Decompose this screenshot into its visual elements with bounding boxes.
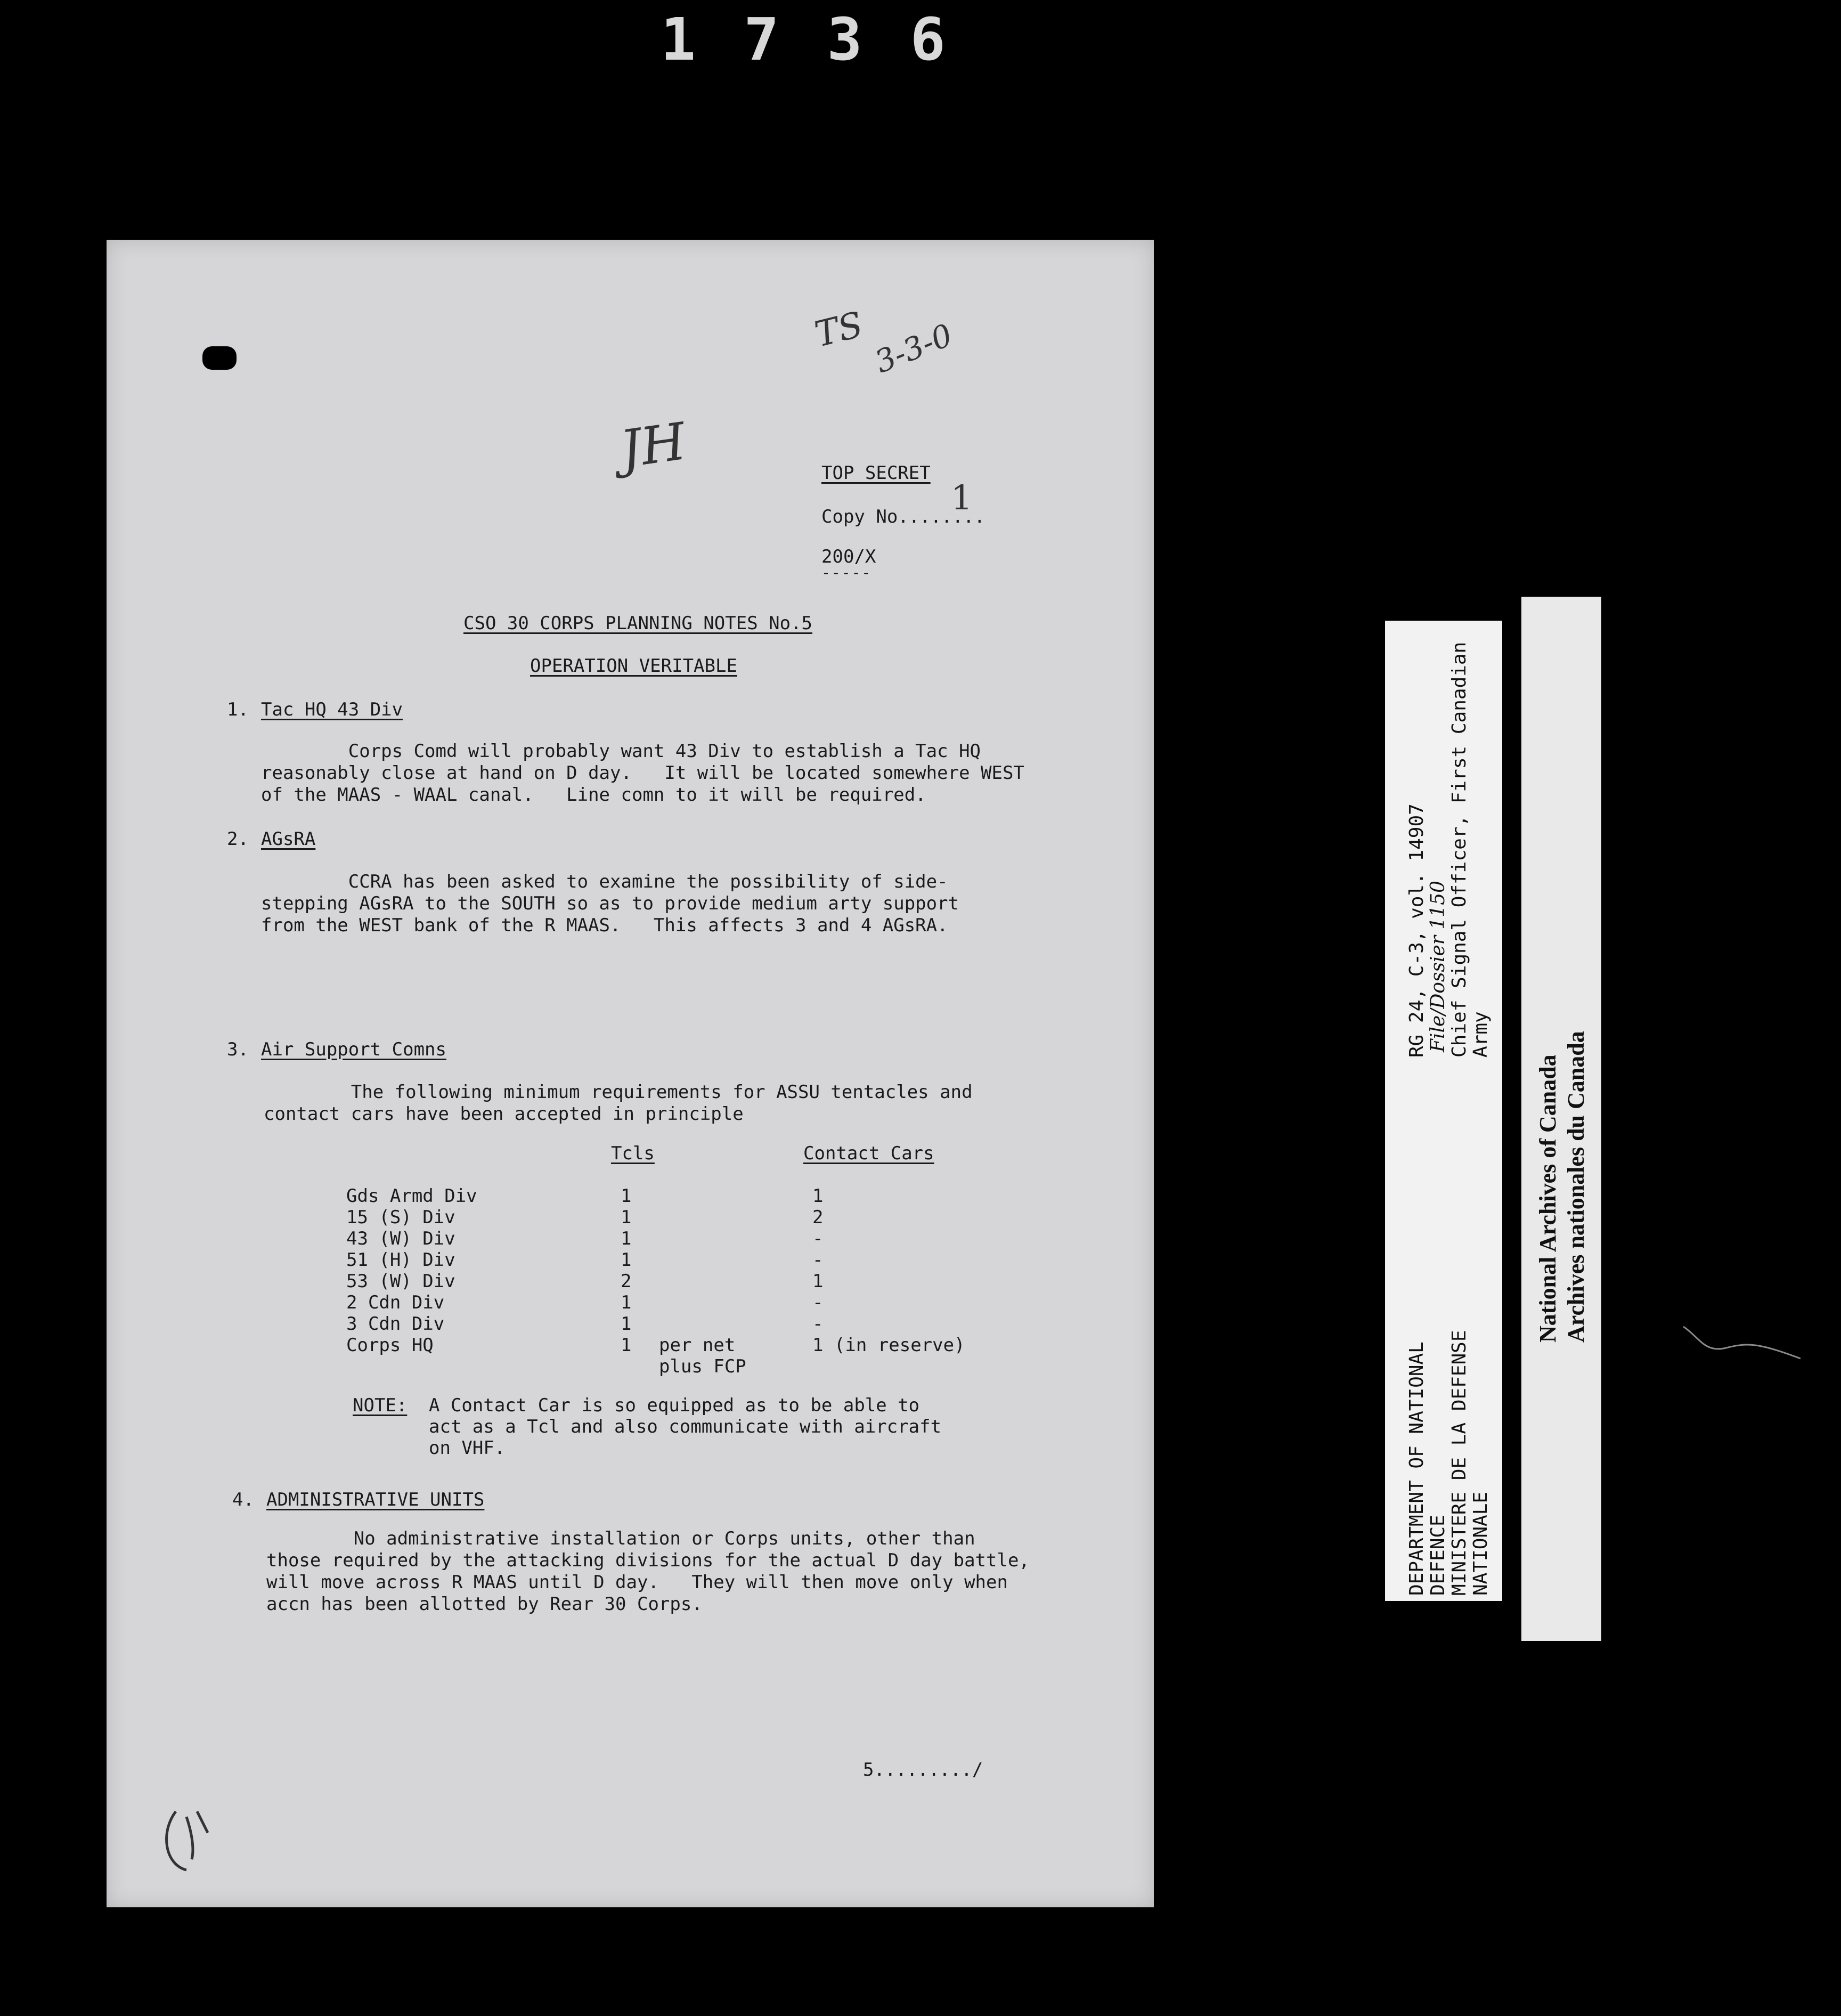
document-subtitle: OPERATION VERITABLE: [530, 655, 737, 677]
initials-annotation: JH: [616, 411, 690, 479]
copy-label: Copy No........: [821, 506, 985, 527]
contact-cars-value: 1: [812, 1271, 824, 1292]
tcls-value: 1: [621, 1335, 632, 1356]
archive-reference-label: [1385, 621, 1502, 1601]
contact-cars-value: -: [812, 1292, 824, 1313]
department-english-cont: DEFENCE: [1427, 1515, 1449, 1596]
ts-number-annotation: 3-3-0: [869, 316, 958, 380]
note-label: NOTE:: [353, 1395, 408, 1416]
unit-name: 53 (W) Div: [346, 1271, 455, 1292]
contact-cars-value: -: [812, 1249, 824, 1271]
section-heading: Air Support Comns: [261, 1039, 446, 1060]
archive-name-english: National Archives of Canada: [1535, 1054, 1561, 1343]
archive-reference: RG 24, C-3, vol. 14907: [1406, 803, 1428, 1058]
section-number: 4.: [232, 1489, 254, 1510]
reference-rule: -----: [821, 564, 872, 581]
table-row: [346, 1249, 1119, 1271]
unit-name: Gds Armd Div: [346, 1185, 477, 1207]
ts-annotation: TS: [811, 304, 867, 355]
section-heading: ADMINISTRATIVE UNITS: [266, 1489, 485, 1510]
table-row: [346, 1313, 1119, 1335]
department-french-cont: NATIONALE: [1470, 1491, 1492, 1596]
unit-name: Corps HQ: [346, 1335, 434, 1356]
tcls-extra: per net: [659, 1335, 736, 1356]
tcls-extra: plus FCP: [659, 1356, 746, 1377]
table-row: [346, 1207, 1119, 1228]
table-row: [346, 1228, 1119, 1249]
section-heading: AGsRA: [261, 828, 316, 850]
contact-cars-value: 1 (in reserve): [812, 1335, 965, 1356]
unit-name: 2 Cdn Div: [346, 1292, 445, 1313]
frame-number: 1736: [661, 5, 993, 74]
section-number: 2.: [227, 828, 249, 850]
department-english: DEPARTMENT OF NATIONAL: [1406, 1342, 1428, 1596]
table-row: [346, 1185, 1119, 1207]
tcls-value: 1: [621, 1249, 632, 1271]
copy-number: 1: [951, 478, 973, 518]
table-row: [346, 1292, 1119, 1313]
requirements-table: [346, 1143, 1119, 1377]
section-body: CCRA has been asked to examine the possibility of side- stepping AGsRA to the SOUTH so as to provide medium arty support from the WEST bank of the R MAAS. This affects 3 and 4 AGsRA.: [261, 871, 959, 936]
table-header-contact-cars: Contact Cars: [803, 1143, 934, 1164]
note-text: A Contact Car is so equipped as to be able to act as a Tcl and also communicate with aircraft on VHF.: [429, 1395, 942, 1459]
punch-hole: [202, 346, 237, 370]
section-body: Corps Comd will probably want 43 Div to establish a Tac HQ reasonably close at hand on D day. It will be located somewhere WEST of the MAAS - WAAL canal. Line comn to it will be required.: [261, 741, 1024, 806]
section-heading: Tac HQ 43 Div: [261, 699, 403, 720]
archive-creator-cont: Army: [1470, 1011, 1492, 1058]
section-body: No administrative installation or Corps units, other than those required by the attacking divisions for the actual D day battle, will move across R MAAS until D day. They will then move only when accn has been allotted by Rear 30 Corps.: [266, 1528, 1030, 1615]
unit-name: 51 (H) Div: [346, 1249, 455, 1271]
table-row: [346, 1271, 1119, 1292]
section-body: The following minimum requirements for ASSU tentacles and contact cars have been accepted in principle: [264, 1082, 973, 1125]
archive-name-french: Archives nationales du Canada: [1563, 1031, 1589, 1343]
department-french: MINISTERE DE LA DEFENSE: [1448, 1330, 1470, 1596]
table-header-tcls: Tcls: [611, 1143, 655, 1164]
contact-cars-value: 1: [812, 1185, 824, 1207]
table-row: [346, 1356, 1119, 1377]
unit-name: 3 Cdn Div: [346, 1313, 445, 1335]
section-number: 3.: [227, 1039, 249, 1060]
film-scratch: [1683, 1321, 1801, 1364]
unit-name: 15 (S) Div: [346, 1207, 455, 1228]
continuation-marker: 5........./: [863, 1759, 983, 1781]
tcls-value: 1: [621, 1228, 632, 1249]
tcls-value: 1: [621, 1207, 632, 1228]
table-header-row: [346, 1143, 1119, 1164]
tcls-value: 1: [621, 1185, 632, 1207]
classification: TOP SECRET: [821, 462, 931, 484]
contact-cars-value: -: [812, 1228, 824, 1249]
contact-cars-value: 2: [812, 1207, 824, 1228]
contact-cars-value: -: [812, 1313, 824, 1335]
unit-name: 43 (W) Div: [346, 1228, 455, 1249]
archive-file: File/Dossier 1150: [1427, 880, 1449, 1052]
tcls-value: 1: [621, 1292, 632, 1313]
signature-scribble: [154, 1801, 218, 1881]
tcls-value: 2: [621, 1271, 632, 1292]
table-row: [346, 1335, 1119, 1356]
archive-banner-label: [1521, 597, 1601, 1641]
section-number: 1.: [227, 699, 249, 720]
archive-creator: Chief Signal Officer, First Canadian: [1448, 641, 1470, 1058]
reference-number: 200/X: [821, 546, 876, 567]
document-title: CSO 30 CORPS PLANNING NOTES No.5: [463, 613, 813, 634]
tcls-value: 1: [621, 1313, 632, 1335]
document-page: [107, 240, 1154, 1907]
